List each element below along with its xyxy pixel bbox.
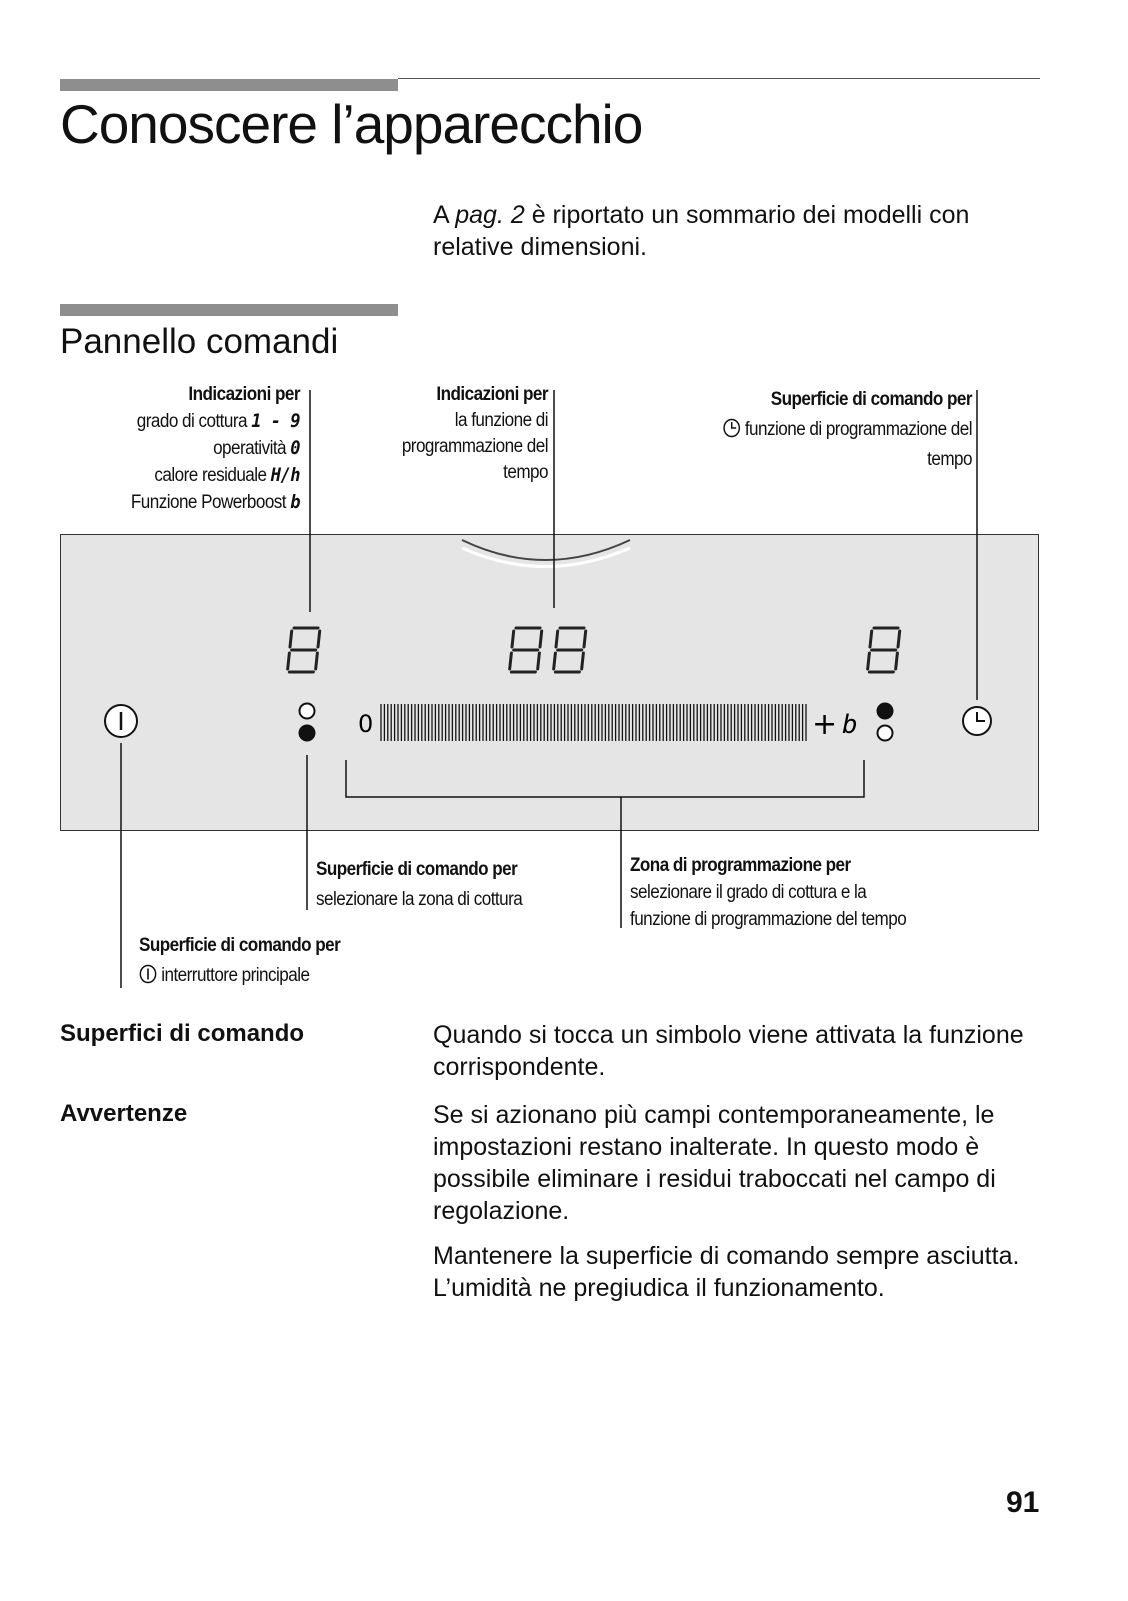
label-bottom-prog-heading: Zona di programmazione per xyxy=(630,855,851,876)
label-top-left xyxy=(84,382,300,516)
intro-line-1 xyxy=(433,199,1033,231)
label-row-residual-heat xyxy=(84,462,300,489)
label-row-operativity xyxy=(84,435,300,462)
label-top-right-line-1 xyxy=(673,415,972,445)
label-bottom-main-line xyxy=(139,961,427,991)
label-top-center-heading: Indicazioni per xyxy=(436,384,548,405)
label-bottom-zone-heading: Superficie di comando per xyxy=(316,859,518,880)
label-bottom-zone-line: selezionare la zona di cottura xyxy=(316,889,523,910)
timer-icon xyxy=(723,418,741,438)
section-text-warnings-2 xyxy=(433,1240,1053,1304)
intro-line-2: relative dimensioni. xyxy=(433,233,647,261)
section-rule-bar xyxy=(60,304,398,316)
label-bottom-main-text: interruttore principale xyxy=(161,965,310,986)
title-rule-bar xyxy=(60,79,398,91)
label-top-right xyxy=(673,385,972,475)
label-bottom-main xyxy=(139,931,427,991)
label-row-text: calore residuale xyxy=(154,465,267,486)
label-top-right-heading: Superficie di comando per xyxy=(770,389,972,410)
section-text-warnings-1 xyxy=(433,1099,1053,1227)
label-row-text: grado di cottura xyxy=(136,411,247,432)
digit-glyph-1-9: 1 - 9 xyxy=(251,410,300,432)
label-top-center-line: programmazione del xyxy=(401,436,548,457)
page-number: 91 xyxy=(1006,1486,1040,1519)
intro-paragraph xyxy=(433,199,1033,263)
digit-glyph-b: b xyxy=(290,491,300,513)
paragraph-line: Mantenere la superficie di comando sempre asciutta. xyxy=(433,1242,1020,1270)
intro-line-1-text: è riportato un sommario dei modelli con xyxy=(524,201,970,229)
label-top-left-heading: Indicazioni per xyxy=(188,384,300,405)
label-bottom-prog-line-1: selezionare il grado di cottura e la xyxy=(630,882,867,903)
label-row-powerboost xyxy=(84,489,300,516)
label-top-center xyxy=(352,382,548,486)
paragraph-line: Se si azionano più campi contemporaneamente, le xyxy=(433,1101,995,1129)
paragraph-line: L’umidità ne pregiudica il funzionamento. xyxy=(433,1274,885,1302)
label-top-center-line: la funzione di xyxy=(454,410,548,431)
digit-glyph-0: 0 xyxy=(290,437,300,459)
label-row-cooking-level xyxy=(84,408,300,435)
power-icon xyxy=(139,964,157,984)
slider-start-label: 0 xyxy=(358,710,374,738)
section-label-warnings: Avvertenze xyxy=(60,1100,188,1127)
intro-prefix: A xyxy=(433,201,456,229)
paragraph-line: possibile eliminare i residui traboccati nel campo di xyxy=(433,1165,996,1193)
slider-plus-label[interactable]: + xyxy=(812,707,838,742)
powerboost-symbol[interactable]: b xyxy=(842,710,858,740)
label-bottom-main-heading: Superficie di comando per xyxy=(139,935,341,956)
page-title: Conoscere l’apparecchio xyxy=(60,93,643,155)
section-label-controls: Superfici di comando xyxy=(60,1020,305,1047)
label-row-text: Funzione Powerboost xyxy=(130,492,287,513)
title-rule-line xyxy=(398,78,1040,79)
label-top-right-line-2: tempo xyxy=(927,449,972,470)
label-top-right-text: funzione di programmazione del xyxy=(744,419,972,440)
control-panel xyxy=(60,534,1039,831)
label-bottom-prog-line-2: funzione di programmazione del tempo xyxy=(630,909,907,930)
intro-page-reference: pag. 2 xyxy=(455,201,525,229)
digit-glyph-h: H/h xyxy=(270,464,300,486)
label-bottom-prog xyxy=(630,852,1008,933)
paragraph-line: corrispondente. xyxy=(433,1053,606,1081)
label-bottom-zone xyxy=(316,855,586,915)
paragraph-line: regolazione. xyxy=(433,1197,570,1225)
section-title: Pannello comandi xyxy=(60,322,339,361)
section-text-controls xyxy=(433,1019,1053,1083)
label-row-text: operatività xyxy=(213,438,287,459)
paragraph-line: impostazioni restano inalterate. In questo modo è xyxy=(433,1133,980,1161)
label-top-center-line: tempo xyxy=(503,462,548,483)
paragraph-line: Quando si tocca un simbolo viene attivata la funzione xyxy=(433,1021,1024,1049)
